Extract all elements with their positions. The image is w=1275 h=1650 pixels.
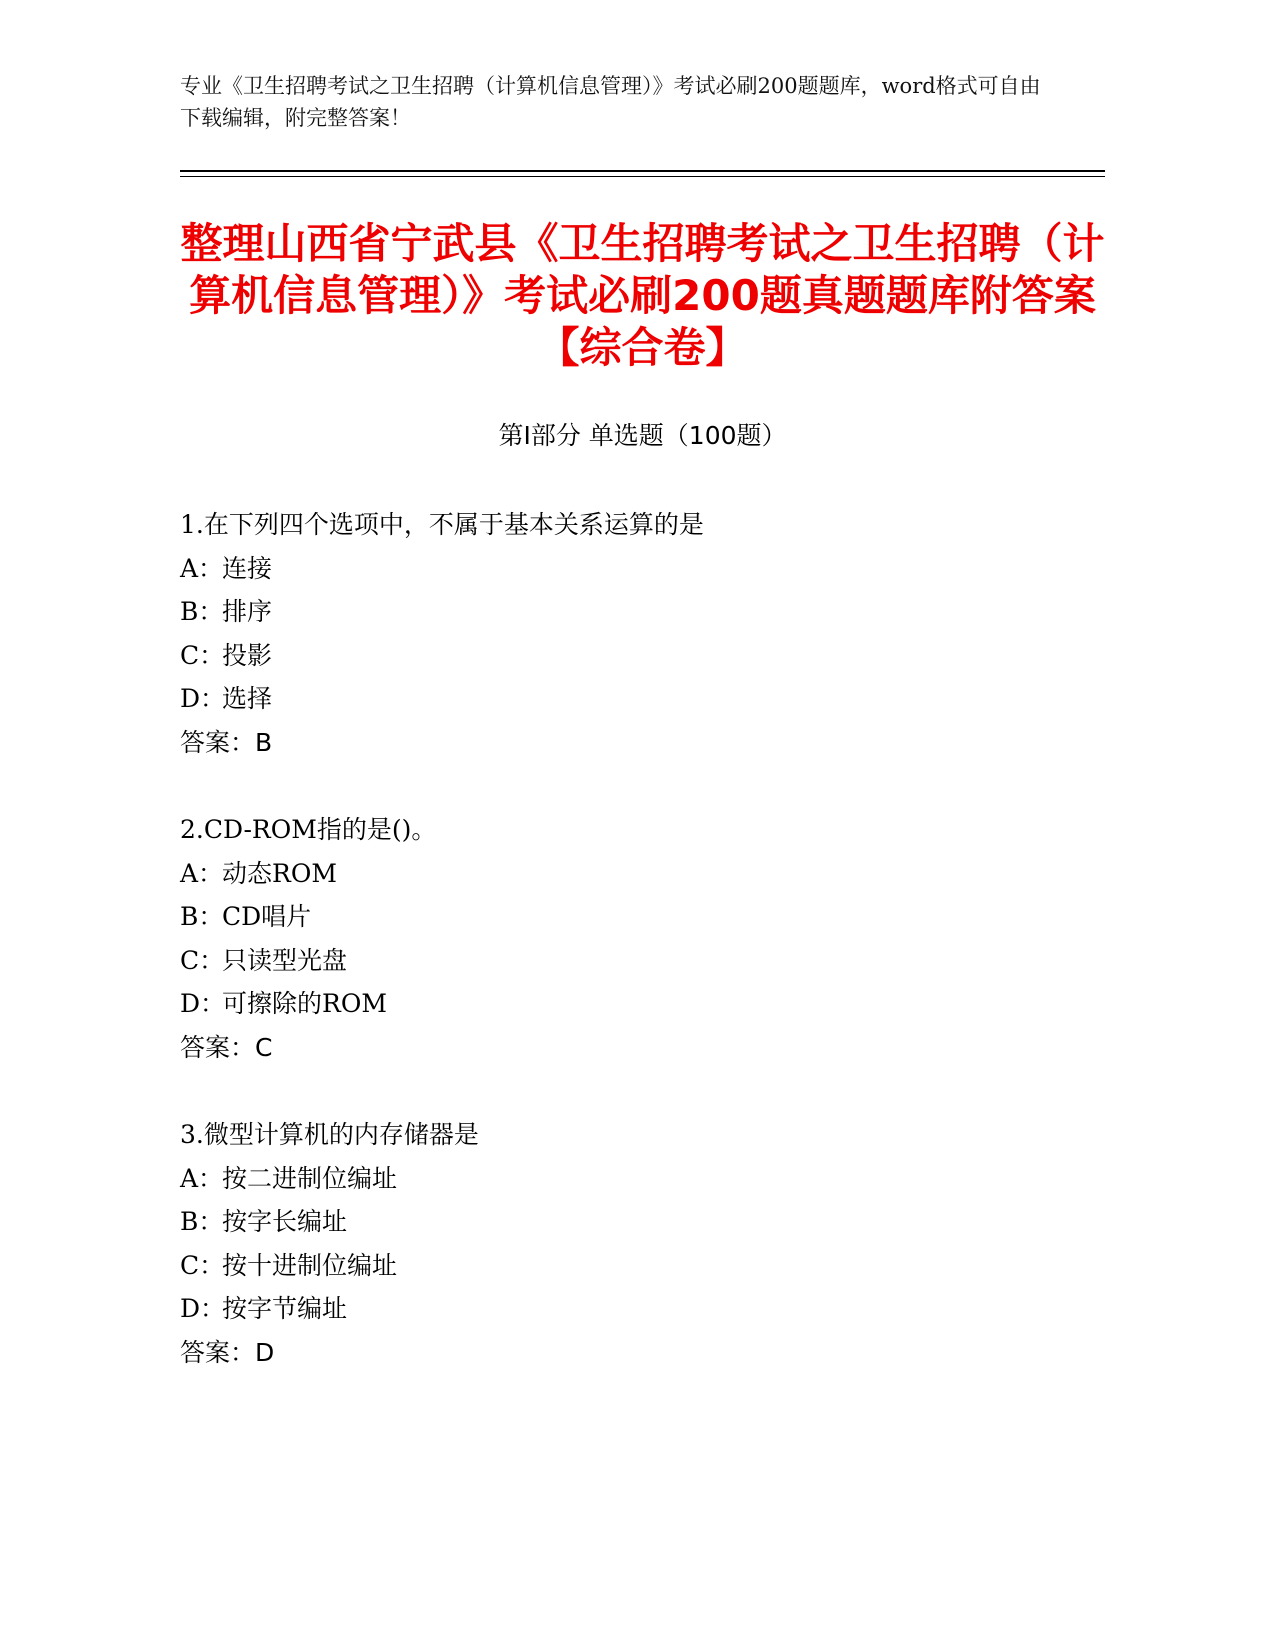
header-divider <box>180 170 1105 172</box>
option-key: B： <box>180 1207 224 1236</box>
question-item <box>180 503 1105 764</box>
option-text: 可擦除的ROM <box>222 989 387 1018</box>
header-divider-thin <box>180 176 1105 177</box>
option-text: 连接 <box>222 553 273 583</box>
option-text: 排序 <box>222 597 273 626</box>
option-text: 按字节编址 <box>222 1294 348 1323</box>
question-stem: 2.CD-ROM指的是()。 <box>180 815 437 844</box>
option-key: C： <box>180 640 225 670</box>
option-c <box>180 634 1105 678</box>
option-text: 选择 <box>222 684 273 713</box>
option-d <box>180 982 1105 1026</box>
option-key: C： <box>180 945 225 975</box>
option-text: 只读型光盘 <box>222 945 348 975</box>
option-d <box>180 677 1105 721</box>
question-list <box>180 503 1105 1418</box>
option-text: 按二进制位编址 <box>222 1163 398 1193</box>
answer-line: 答案：D <box>180 1337 275 1367</box>
section-heading: 第Ⅰ部分 单选题（100题） <box>498 421 787 450</box>
header-note: 专业《卫生招聘考试之卫生招聘（计算机信息管理）》考试必刷200题题库，word格式可自由下载编辑，附完整答案！ <box>180 74 1041 130</box>
answer-line: 答案：C <box>180 1032 273 1062</box>
option-text: CD唱片 <box>222 902 312 931</box>
option-key: A： <box>180 858 224 888</box>
option-a <box>180 1157 1105 1201</box>
option-text: 按字长编址 <box>222 1207 348 1236</box>
option-b <box>180 895 1105 939</box>
option-key: D： <box>180 1294 226 1323</box>
option-key: B： <box>180 597 224 626</box>
option-key: B： <box>180 902 224 931</box>
option-key: A： <box>180 1163 224 1193</box>
option-a <box>180 547 1105 591</box>
option-text: 按十进制位编址 <box>222 1250 398 1280</box>
option-text: 投影 <box>222 640 273 670</box>
question-item <box>180 808 1105 1069</box>
option-key: D： <box>180 684 226 713</box>
document-title: 整理山西省宁武县《卫生招聘考试之卫生招聘（计算机信息管理）》考试必刷200题真题题库附答案【综合卷】 <box>180 219 1105 372</box>
answer-line: 答案：B <box>180 727 273 757</box>
option-key: D： <box>180 989 226 1018</box>
option-d <box>180 1287 1105 1331</box>
question-stem: 1.在下列四个选项中，不属于基本关系运算的是 <box>180 510 704 539</box>
option-text: 动态ROM <box>222 858 337 888</box>
option-b <box>180 1200 1105 1244</box>
question-stem: 3.微型计算机的内存储器是 <box>180 1120 479 1149</box>
question-item <box>180 1113 1105 1374</box>
option-key: C： <box>180 1250 225 1280</box>
option-c <box>180 939 1105 983</box>
option-a <box>180 852 1105 896</box>
option-b <box>180 590 1105 634</box>
option-key: A： <box>180 553 224 583</box>
option-c <box>180 1244 1105 1288</box>
